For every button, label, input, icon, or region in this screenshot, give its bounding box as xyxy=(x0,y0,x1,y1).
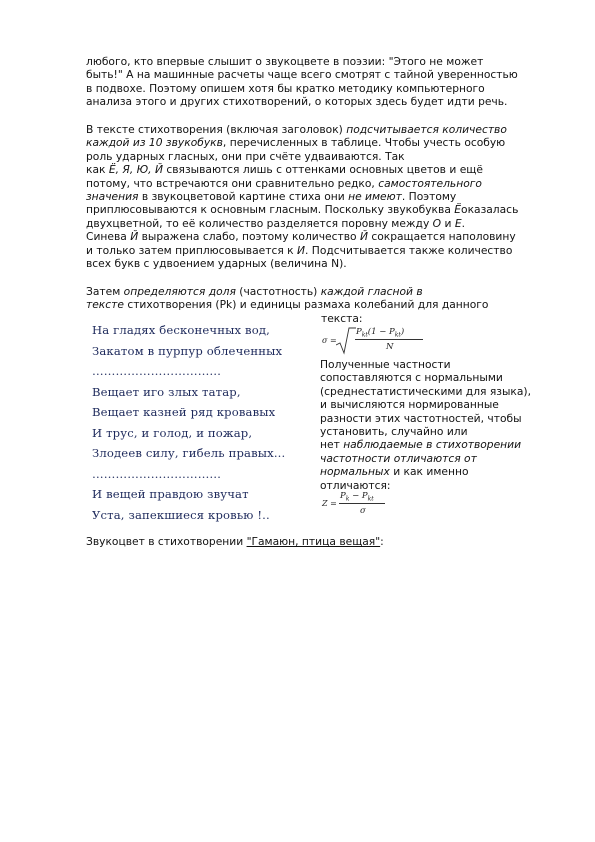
radical-sign xyxy=(336,327,356,355)
poem-line: Злодеев силу, гибель правых... xyxy=(92,446,286,460)
poem-line: И трус, и голод, и пожар, xyxy=(92,425,253,440)
poem-line: На гладях бесконечных вод, xyxy=(92,323,270,337)
footer-paragraph: Звукоцвет в стихотворении "Гамаюн, птица вещая": xyxy=(86,535,384,548)
sigma-formula: σ = $P_{kt}(1 - P_{kt})$ N xyxy=(322,325,432,357)
poem-line: Уста, запекшиеся кровью !.. xyxy=(92,507,270,522)
poem-line: …………………………… xyxy=(92,364,222,378)
poem-line: Вещает иго злых татар, xyxy=(92,384,241,399)
method-paragraph: В тексте стихотворения (включая заголовок) подсчитывается количество каждой из 10 звукобукв, перечисленных в таблице. Чтобы учесть особую роль ударных гласных, они при счёте удваиваются. Так как Ё, Я, Ю, Й связываются лишь с оттенками основных цветов и ещё потому, что встречаются они сравнительно редко, самостоятельного значения в звукоцветовой картине стиха они не имеют. Поэтому приплюсовываются к основным гласным. Поскольку звукобуква Ёоказалась двухцветной, то её количество разделяется поровну между О и Е. Синева Й выражена слабо, поэтому количество Й сокращается наполовину и только затем приплюсовывается к И. Подсчитывается также количество всех букв с удвоением ударных (величина N). xyxy=(86,123,519,271)
poem-line: И вещей правдою звучат xyxy=(92,487,249,501)
fraction-bar xyxy=(355,339,423,340)
poem-line: Вещает казней ряд кровавых xyxy=(92,405,276,419)
z-formula: Z = $P_k - P_{kt}$ σ xyxy=(322,491,402,521)
intro-paragraph: любого, кто впервые слышит о звукоцвете в поэзии: "Этого не может быть!" А на машинные расчеты чаще всего смотрят с тайной уверенностью в подвохе. Поэтому опишем хотя бы кратко методику компьютерного анализа этого и других стихотворений, о которых здесь будет идти речь. xyxy=(86,55,518,109)
poem-line: …………………………… xyxy=(92,466,222,481)
side-paragraph: Полученные частности сопоставляются с нормальными (среднестатистическими для языка), и вычисляются нормированные разности этих частотностей, чтобы установить, случайно или нет наблюдаемые в стихотворении частотности отличаются от нормальных и как именно отличаются: xyxy=(320,358,531,492)
poem-title-link[interactable]: "Гамаюн, птица вещая" xyxy=(246,535,381,548)
poem-excerpt xyxy=(92,320,320,525)
poem-line: Закатом в пурпур облеченных xyxy=(92,343,283,358)
then-paragraph: Затем определяются доля (частотность) каждой гласной в тексте стихотворения (Pk) и единицы размаха колебаний для данного текста: xyxy=(86,285,489,325)
fraction-bar xyxy=(339,503,385,504)
